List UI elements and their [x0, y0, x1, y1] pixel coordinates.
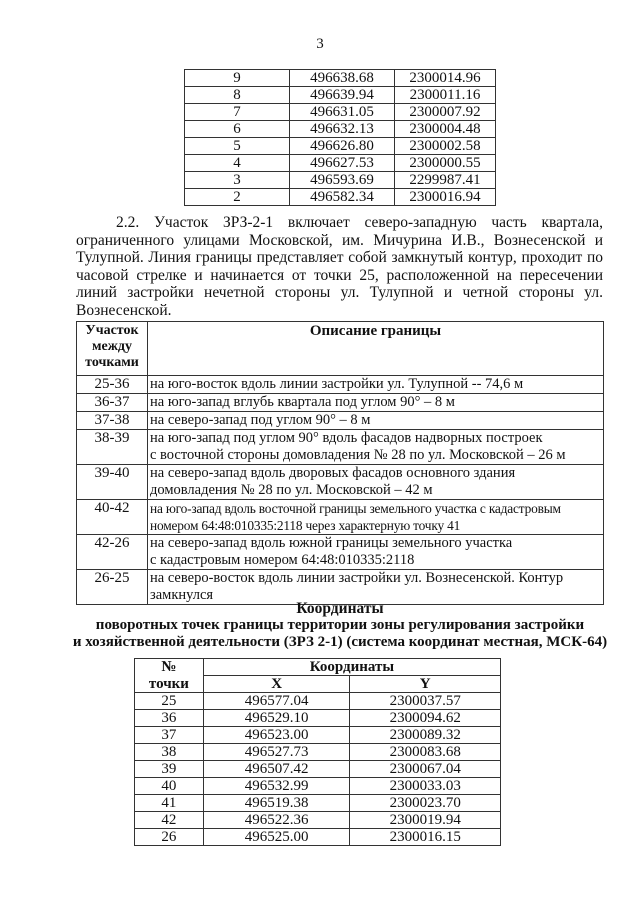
table-row	[135, 761, 501, 778]
point-number-cell: 8	[185, 87, 290, 104]
section-2-2-paragraph	[76, 214, 603, 320]
point-number-cell: 38	[135, 744, 204, 761]
description-cell: на юго-восток вдоль линии застройки ул. Тулупной -- 74,6 м	[148, 376, 604, 394]
y-coordinate-cell: 2300089.32	[350, 727, 501, 744]
description-cell	[148, 535, 604, 570]
description-line: на северо-запад вдоль южной границы земельного участка	[150, 535, 513, 551]
y-coordinate-cell: 2299987.41	[395, 172, 496, 189]
table-row	[77, 376, 604, 394]
table-row	[135, 778, 501, 795]
heading-title: Координаты	[296, 600, 384, 617]
table-header-row	[135, 676, 501, 693]
description-line: номером 64:48:010335:2118 через характерную точку 41	[150, 518, 461, 533]
table-header-row	[135, 659, 501, 676]
description-cell: на юго-запад вглубь квартала под углом 90° – 8 м	[148, 394, 604, 412]
table-row	[185, 138, 496, 155]
coordinates-table-continued	[184, 69, 496, 206]
y-coordinate-cell: 2300023.70	[350, 795, 501, 812]
coordinates-heading	[40, 600, 640, 651]
x-coordinate-cell: 496631.05	[290, 104, 395, 121]
y-coordinate-cell: 2300037.57	[350, 693, 501, 710]
description-line: на юго-запад под углом 90° вдоль фасадов надворных построек	[150, 430, 543, 446]
y-coordinate-cell: 2300004.48	[395, 121, 496, 138]
point-number-cell: 4	[185, 155, 290, 172]
description-line: на северо-восток вдоль линии застройки ул. Вознесенской. Контур	[150, 570, 564, 586]
point-number-cell: 7	[185, 104, 290, 121]
x-coordinate-cell: 496532.99	[203, 778, 350, 795]
description-cell	[148, 465, 604, 500]
segment-header-line: точками	[85, 355, 139, 370]
segment-column-header	[77, 322, 148, 376]
x-coordinate-cell: 496626.80	[290, 138, 395, 155]
point-number-cell: 42	[135, 812, 204, 829]
point-number-cell: 40	[135, 778, 204, 795]
table-row	[77, 430, 604, 465]
table-row	[135, 795, 501, 812]
y-coordinate-cell: 2300019.94	[350, 812, 501, 829]
x-coordinate-cell: 496632.13	[290, 121, 395, 138]
y-coordinate-cell: 2300002.58	[395, 138, 496, 155]
point-number-cell: 3	[185, 172, 290, 189]
segment-cell: 36-37	[77, 394, 148, 412]
x-coordinate-cell: 496638.68	[290, 70, 395, 87]
segment-cell: 40-42	[77, 500, 148, 535]
x-coordinate-cell: 496582.34	[290, 189, 395, 206]
table-row	[77, 465, 604, 500]
table-row	[135, 727, 501, 744]
x-coordinate-cell: 496522.36	[203, 812, 350, 829]
heading-subtitle-line: поворотных точек границы территории зоны регулирования застройки	[95, 617, 585, 633]
table-row	[185, 70, 496, 87]
point-number-cell: 26	[135, 829, 204, 846]
table-row	[135, 710, 501, 727]
segment-cell: 42-26	[77, 535, 148, 570]
x-coordinate-cell: 496525.00	[203, 829, 350, 846]
point-number-cell: 36	[135, 710, 204, 727]
table-row	[185, 189, 496, 206]
segment-cell: 26-25	[77, 570, 148, 605]
heading-subtitle-line: и хозяйственной деятельности (ЗРЗ 2-1) (система координат местная, МСК-64)	[72, 634, 608, 650]
segment-cell: 37-38	[77, 412, 148, 430]
section-text: 2.2. Участок ЗРЗ-2-1 включает северо-западную часть квартала, ограниченного улицами Московской, им. Мичурина И.В., Вознесенской и Тулупной. Линия границы представляет собой замкнутый контур, проходит по часовой стрелке и начинается от точки 25, расположенной на пересечении линий застройки нечетной стороны ул. Тулупной и четной стороны ул. Вознесенской.	[76, 214, 603, 319]
boundary-description-table	[76, 321, 604, 605]
table-row	[185, 104, 496, 121]
table-header-row	[77, 322, 604, 376]
y-coordinate-cell: 2300007.92	[395, 104, 496, 121]
description-line: замкнулся	[150, 587, 214, 603]
x-coordinate-cell: 496593.69	[290, 172, 395, 189]
description-line: с восточной стороны домовладения № 28 по ул. Московской – 26 м	[150, 447, 566, 463]
table-row	[135, 693, 501, 710]
table-row	[77, 500, 604, 535]
x-coordinate-cell: 496507.42	[203, 761, 350, 778]
description-column-header: Описание границы	[148, 322, 604, 376]
description-line: домовладения № 28 по ул. Московской – 42 м	[150, 482, 433, 498]
y-coordinate-cell: 2300014.96	[395, 70, 496, 87]
x-coordinate-cell: 496527.73	[203, 744, 350, 761]
description-line: на северо-запад вдоль дворовых фасадов основного здания	[150, 465, 516, 481]
x-coordinate-cell: 496577.04	[203, 693, 350, 710]
description-cell: на северо-запад под углом 90° – 8 м	[148, 412, 604, 430]
coordinates-header: Координаты	[203, 659, 500, 676]
x-coordinate-cell: 496639.94	[290, 87, 395, 104]
description-line: с кадастровым номером 64:48:010335:2118	[150, 552, 415, 568]
segment-cell: 38-39	[77, 430, 148, 465]
point-number-cell: 25	[135, 693, 204, 710]
table-row	[77, 535, 604, 570]
segment-header-line: между	[92, 339, 132, 354]
description-line: на юго-запад вдоль восточной границы земельного участка с кадастровым	[150, 501, 561, 516]
x-coordinate-cell: 496523.00	[203, 727, 350, 744]
point-number-cell: 6	[185, 121, 290, 138]
point-number-cell: 39	[135, 761, 204, 778]
point-number-cell: 37	[135, 727, 204, 744]
table-row	[135, 829, 501, 846]
x-column-header: X	[203, 676, 350, 693]
point-number-cell: 5	[185, 138, 290, 155]
table-row	[185, 121, 496, 138]
y-coordinate-cell: 2300016.94	[395, 189, 496, 206]
y-coordinate-cell: 2300094.62	[350, 710, 501, 727]
table-row	[185, 87, 496, 104]
x-coordinate-cell: 496519.38	[203, 795, 350, 812]
point-number-cell: 41	[135, 795, 204, 812]
y-coordinate-cell: 2300011.16	[395, 87, 496, 104]
y-coordinate-cell: 2300033.03	[350, 778, 501, 795]
x-coordinate-cell: 496529.10	[203, 710, 350, 727]
table-row	[135, 744, 501, 761]
point-number-header-line2: точки	[135, 676, 204, 693]
segment-cell: 25-36	[77, 376, 148, 394]
y-coordinate-cell: 2300083.68	[350, 744, 501, 761]
y-coordinate-cell: 2300016.15	[350, 829, 501, 846]
turning-points-coordinates-table	[134, 658, 501, 846]
description-cell	[148, 500, 604, 535]
table-row	[77, 412, 604, 430]
segment-header-line: Участок	[85, 323, 139, 338]
table-row	[77, 394, 604, 412]
y-coordinate-cell: 2300000.55	[395, 155, 496, 172]
point-number-header: №	[135, 659, 204, 676]
point-number-cell: 2	[185, 189, 290, 206]
segment-cell: 39-40	[77, 465, 148, 500]
x-coordinate-cell: 496627.53	[290, 155, 395, 172]
description-cell	[148, 430, 604, 465]
table-row	[185, 172, 496, 189]
table-row	[185, 155, 496, 172]
table-row	[135, 812, 501, 829]
page-number: 3	[316, 36, 324, 52]
point-number-cell: 9	[185, 70, 290, 87]
y-coordinate-cell: 2300067.04	[350, 761, 501, 778]
y-column-header: Y	[350, 676, 501, 693]
